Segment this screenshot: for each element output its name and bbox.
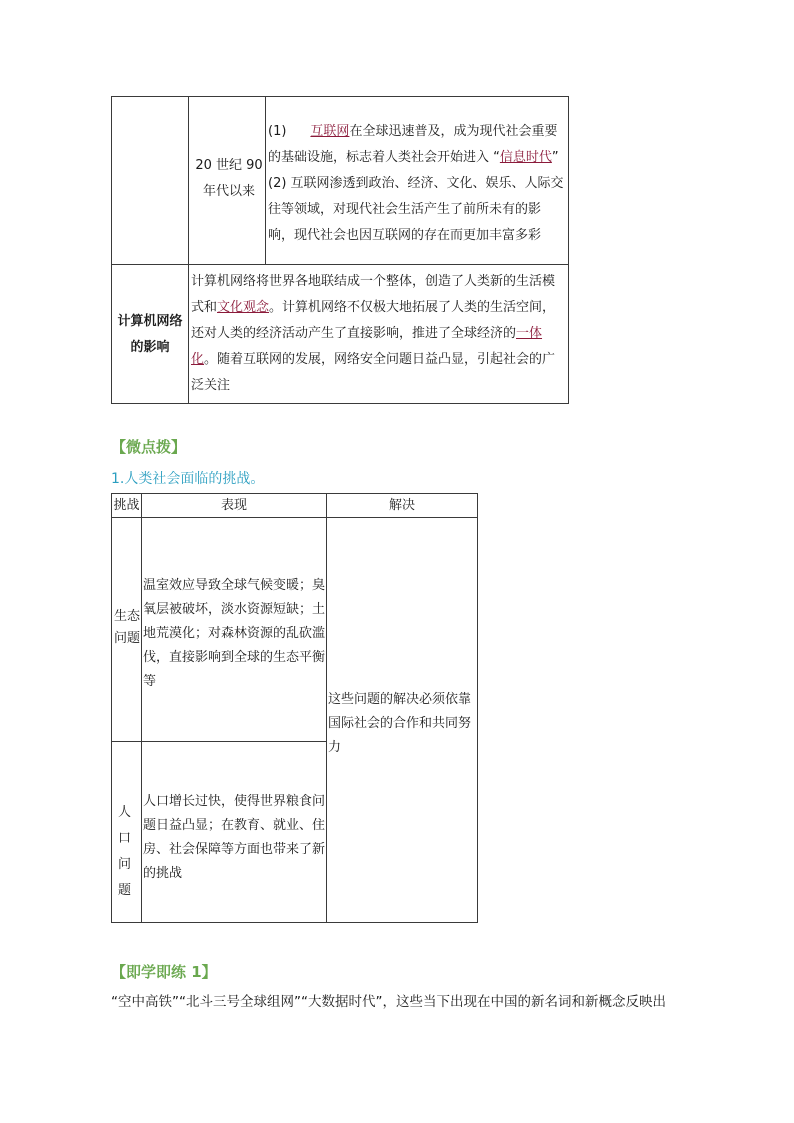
impact-text-c: 。随着互联网的发展，网络安全问题日益凸显，引起社会的广泛关注 <box>191 352 556 393</box>
item1-text-b: ” <box>551 150 559 165</box>
impact-text-a: 计算机网络将世界各地联结成一个整体，创造了人类新的生活模式和 <box>191 274 556 315</box>
info-age-link[interactable]: 信息时代 <box>499 150 552 165</box>
pop-manifest: 人口增长过快，使得世界粮食问题日益凸显；在教育、就业、住房、社会保障等方面也带来了新的挑战 <box>143 794 326 881</box>
practice-heading: 【即学即练 1】 <box>111 963 217 981</box>
solution-cell <box>326 517 478 923</box>
eco-challenge: 生态问题 <box>114 609 141 646</box>
table1-r1-period-cell <box>188 96 266 265</box>
pop-challenge: 人口问题 <box>118 805 132 898</box>
network-impact-label: 计算机网络的影响 <box>117 314 183 355</box>
internet-link[interactable]: 互联网 <box>310 124 350 139</box>
eco-manifest: 温室效应导致全球气候变暖；臭氧层被破坏，淡水资源短缺；土地荒漠化；对森林资源的乱砍滥伐，直接影响到全球的生态平衡等 <box>143 578 326 689</box>
desc-item-1 <box>268 119 566 171</box>
culture-concept-link[interactable]: 文化观念 <box>217 300 270 315</box>
desc-item-2: (2) 互联网渗透到政治、经济、文化、娱乐、人际交往等领域，对现代社会生活产生了前所未有的影响，现代社会也因互联网的存在而更加丰富多彩 <box>268 176 564 243</box>
table1-r2-text-cell <box>188 264 569 404</box>
tip-subheading: 1.人类社会面临的挑战。 <box>111 471 265 487</box>
table1-r1-blank <box>111 96 189 265</box>
table1-r1-desc-cell <box>265 96 569 265</box>
header-challenge: 挑战 <box>111 493 142 518</box>
tip-heading: 【微点拨】 <box>111 438 187 456</box>
header-manifest: 表现 <box>141 493 327 518</box>
row-eco-manifest-cell <box>141 517 327 742</box>
header-solution: 解决 <box>326 493 478 518</box>
row-pop-manifest-cell <box>141 741 327 923</box>
network-impact-text <box>191 269 566 399</box>
solution-text: 这些问题的解决必须依靠国际社会的合作和共同努力 <box>328 692 472 755</box>
row-pop-challenge-cell <box>111 741 142 923</box>
table1-r2-label-cell <box>111 264 189 404</box>
period-label: 20 世纪 90 年代以来 <box>195 158 263 199</box>
practice-text: “空中高铁”“北斗三号全球组网”“大数据时代”，这些当下出现在中国的新名词和新概念反映出 <box>111 994 666 1010</box>
item1-num: (1) <box>268 124 287 139</box>
item1-text-a: 在全球迅速普及，成为现代社会重要的基础设施，标志着人类社会开始进入 “ <box>268 124 558 165</box>
row-eco-challenge-cell <box>111 517 142 742</box>
impact-text-b: 。计算机网络不仅极大地拓展了人类的生活空间，还对人类的经济活动产生了直接影响，推进了全球经济的 <box>191 300 556 341</box>
integration-link[interactable]: 一体化 <box>191 326 543 367</box>
